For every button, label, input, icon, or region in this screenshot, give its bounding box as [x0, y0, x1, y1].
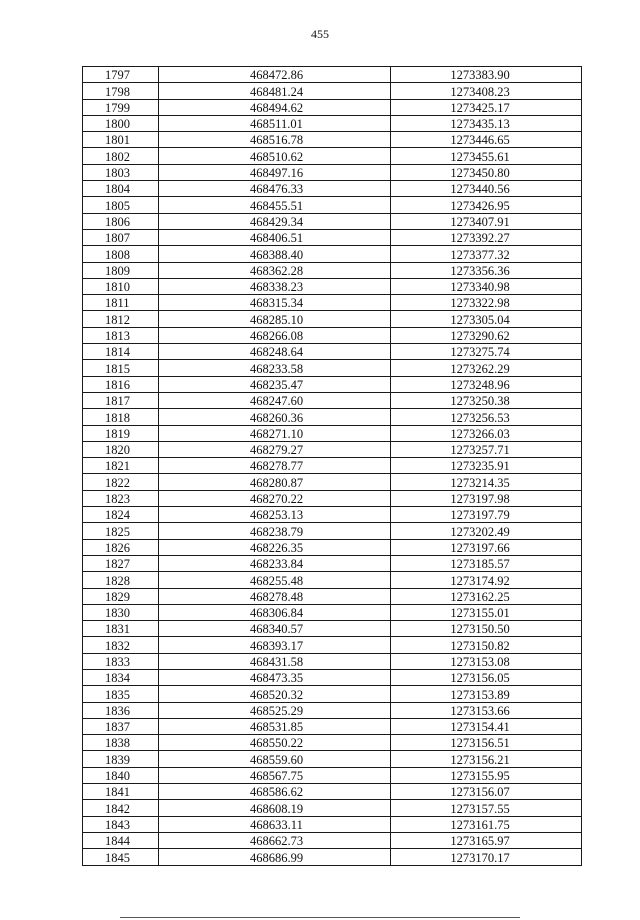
- y-coordinate-cell: 1273153.89: [391, 686, 582, 702]
- table-row: [83, 327, 582, 343]
- x-coordinate-cell: 468472.86: [159, 67, 391, 83]
- point-number-cell: 1841: [83, 784, 159, 800]
- x-coordinate-cell: 468306.84: [159, 604, 391, 620]
- y-coordinate-cell: 1273356.36: [391, 262, 582, 278]
- x-coordinate-cell: 468255.48: [159, 572, 391, 588]
- x-coordinate-cell: 468315.34: [159, 295, 391, 311]
- x-coordinate-cell: 468455.51: [159, 197, 391, 213]
- y-coordinate-cell: 1273165.97: [391, 832, 582, 848]
- point-number-cell: 1804: [83, 181, 159, 197]
- y-coordinate-cell: 1273450.80: [391, 164, 582, 180]
- point-number-cell: 1809: [83, 262, 159, 278]
- y-coordinate-cell: 1273154.41: [391, 718, 582, 734]
- y-coordinate-cell: 1273170.17: [391, 849, 582, 865]
- x-coordinate-cell: 468473.35: [159, 669, 391, 685]
- point-number-cell: 1801: [83, 132, 159, 148]
- point-number-cell: 1824: [83, 507, 159, 523]
- x-coordinate-cell: 468662.73: [159, 832, 391, 848]
- page-bottom-rule: [120, 917, 520, 918]
- table-row: [83, 784, 582, 800]
- y-coordinate-cell: 1273455.61: [391, 148, 582, 164]
- table-row: [83, 458, 582, 474]
- x-coordinate-cell: 468338.23: [159, 278, 391, 294]
- point-number-cell: 1828: [83, 572, 159, 588]
- table-row: [83, 278, 582, 294]
- table-row: [83, 181, 582, 197]
- y-coordinate-cell: 1273156.51: [391, 735, 582, 751]
- point-number-cell: 1807: [83, 229, 159, 245]
- y-coordinate-cell: 1273425.17: [391, 99, 582, 115]
- x-coordinate-cell: 468253.13: [159, 507, 391, 523]
- y-coordinate-cell: 1273202.49: [391, 523, 582, 539]
- point-number-cell: 1815: [83, 360, 159, 376]
- table-row: [83, 767, 582, 783]
- point-number-cell: 1837: [83, 718, 159, 734]
- x-coordinate-cell: 468340.57: [159, 621, 391, 637]
- y-coordinate-cell: 1273156.07: [391, 784, 582, 800]
- y-coordinate-cell: 1273248.96: [391, 376, 582, 392]
- y-coordinate-cell: 1273150.82: [391, 637, 582, 653]
- x-coordinate-cell: 468233.84: [159, 555, 391, 571]
- x-coordinate-cell: 468266.08: [159, 327, 391, 343]
- point-number-cell: 1844: [83, 832, 159, 848]
- point-number-cell: 1803: [83, 164, 159, 180]
- x-coordinate-cell: 468270.22: [159, 490, 391, 506]
- point-number-cell: 1802: [83, 148, 159, 164]
- point-number-cell: 1840: [83, 767, 159, 783]
- table-row: [83, 555, 582, 571]
- y-coordinate-cell: 1273322.98: [391, 295, 582, 311]
- x-coordinate-cell: 468516.78: [159, 132, 391, 148]
- x-coordinate-cell: 468362.28: [159, 262, 391, 278]
- point-number-cell: 1813: [83, 327, 159, 343]
- point-number-cell: 1799: [83, 99, 159, 115]
- table-row: [83, 669, 582, 685]
- point-number-cell: 1821: [83, 458, 159, 474]
- y-coordinate-cell: 1273262.29: [391, 360, 582, 376]
- x-coordinate-cell: 468406.51: [159, 229, 391, 245]
- x-coordinate-cell: 468633.11: [159, 816, 391, 832]
- table-row: [83, 409, 582, 425]
- y-coordinate-cell: 1273214.35: [391, 474, 582, 490]
- table-row: [83, 425, 582, 441]
- point-number-cell: 1825: [83, 523, 159, 539]
- y-coordinate-cell: 1273256.53: [391, 409, 582, 425]
- y-coordinate-cell: 1273435.13: [391, 115, 582, 131]
- table-row: [83, 99, 582, 115]
- table-row: [83, 849, 582, 865]
- y-coordinate-cell: 1273197.66: [391, 539, 582, 555]
- point-number-cell: 1797: [83, 67, 159, 83]
- x-coordinate-cell: 468238.79: [159, 523, 391, 539]
- table-row: [83, 588, 582, 604]
- table-row: [83, 360, 582, 376]
- table-row: [83, 67, 582, 83]
- table-row: [83, 246, 582, 262]
- point-number-cell: 1834: [83, 669, 159, 685]
- point-number-cell: 1817: [83, 392, 159, 408]
- y-coordinate-cell: 1273266.03: [391, 425, 582, 441]
- point-number-cell: 1829: [83, 588, 159, 604]
- x-coordinate-cell: 468279.27: [159, 441, 391, 457]
- y-coordinate-cell: 1273408.23: [391, 83, 582, 99]
- x-coordinate-cell: 468278.77: [159, 458, 391, 474]
- table-row: [83, 637, 582, 653]
- point-number-cell: 1833: [83, 653, 159, 669]
- y-coordinate-cell: 1273290.62: [391, 327, 582, 343]
- x-coordinate-cell: 468248.64: [159, 344, 391, 360]
- point-number-cell: 1798: [83, 83, 159, 99]
- y-coordinate-cell: 1273161.75: [391, 816, 582, 832]
- y-coordinate-cell: 1273440.56: [391, 181, 582, 197]
- x-coordinate-cell: 468285.10: [159, 311, 391, 327]
- y-coordinate-cell: 1273162.25: [391, 588, 582, 604]
- x-coordinate-cell: 468260.36: [159, 409, 391, 425]
- point-number-cell: 1819: [83, 425, 159, 441]
- table-row: [83, 441, 582, 457]
- x-coordinate-cell: 468271.10: [159, 425, 391, 441]
- point-number-cell: 1835: [83, 686, 159, 702]
- y-coordinate-cell: 1273150.50: [391, 621, 582, 637]
- y-coordinate-cell: 1273407.91: [391, 213, 582, 229]
- y-coordinate-cell: 1273185.57: [391, 555, 582, 571]
- y-coordinate-cell: 1273174.92: [391, 572, 582, 588]
- table-row: [83, 832, 582, 848]
- x-coordinate-cell: 468686.99: [159, 849, 391, 865]
- point-number-cell: 1823: [83, 490, 159, 506]
- coordinates-table-body: [83, 67, 582, 866]
- table-row: [83, 213, 582, 229]
- point-number-cell: 1831: [83, 621, 159, 637]
- point-number-cell: 1826: [83, 539, 159, 555]
- x-coordinate-cell: 468278.48: [159, 588, 391, 604]
- y-coordinate-cell: 1273426.95: [391, 197, 582, 213]
- table-row: [83, 229, 582, 245]
- y-coordinate-cell: 1273340.98: [391, 278, 582, 294]
- point-number-cell: 1820: [83, 441, 159, 457]
- x-coordinate-cell: 468280.87: [159, 474, 391, 490]
- point-number-cell: 1838: [83, 735, 159, 751]
- y-coordinate-cell: 1273250.38: [391, 392, 582, 408]
- table-row: [83, 490, 582, 506]
- x-coordinate-cell: 468431.58: [159, 653, 391, 669]
- y-coordinate-cell: 1273153.08: [391, 653, 582, 669]
- table-row: [83, 718, 582, 734]
- y-coordinate-cell: 1273157.55: [391, 800, 582, 816]
- table-row: [83, 816, 582, 832]
- point-number-cell: 1827: [83, 555, 159, 571]
- x-coordinate-cell: 468429.34: [159, 213, 391, 229]
- point-number-cell: 1836: [83, 702, 159, 718]
- point-number-cell: 1832: [83, 637, 159, 653]
- x-coordinate-cell: 468247.60: [159, 392, 391, 408]
- table-row: [83, 311, 582, 327]
- x-coordinate-cell: 468494.62: [159, 99, 391, 115]
- coordinates-table: [82, 66, 582, 866]
- y-coordinate-cell: 1273446.65: [391, 132, 582, 148]
- point-number-cell: 1811: [83, 295, 159, 311]
- y-coordinate-cell: 1273156.21: [391, 751, 582, 767]
- table-row: [83, 621, 582, 637]
- y-coordinate-cell: 1273383.90: [391, 67, 582, 83]
- x-coordinate-cell: 468550.22: [159, 735, 391, 751]
- y-coordinate-cell: 1273377.32: [391, 246, 582, 262]
- x-coordinate-cell: 468481.24: [159, 83, 391, 99]
- table-row: [83, 702, 582, 718]
- y-coordinate-cell: 1273275.74: [391, 344, 582, 360]
- table-row: [83, 197, 582, 213]
- point-number-cell: 1816: [83, 376, 159, 392]
- point-number-cell: 1814: [83, 344, 159, 360]
- x-coordinate-cell: 468608.19: [159, 800, 391, 816]
- y-coordinate-cell: 1273257.71: [391, 441, 582, 457]
- table-row: [83, 132, 582, 148]
- table-row: [83, 507, 582, 523]
- x-coordinate-cell: 468497.16: [159, 164, 391, 180]
- x-coordinate-cell: 468567.75: [159, 767, 391, 783]
- page-number: 455: [311, 27, 329, 41]
- x-coordinate-cell: 468476.33: [159, 181, 391, 197]
- table-row: [83, 295, 582, 311]
- y-coordinate-cell: 1273197.79: [391, 507, 582, 523]
- x-coordinate-cell: 468393.17: [159, 637, 391, 653]
- x-coordinate-cell: 468511.01: [159, 115, 391, 131]
- table-row: [83, 800, 582, 816]
- table-row: [83, 474, 582, 490]
- table-row: [83, 164, 582, 180]
- table-row: [83, 376, 582, 392]
- table-row: [83, 148, 582, 164]
- point-number-cell: 1810: [83, 278, 159, 294]
- table-row: [83, 572, 582, 588]
- table-row: [83, 735, 582, 751]
- x-coordinate-cell: 468226.35: [159, 539, 391, 555]
- x-coordinate-cell: 468388.40: [159, 246, 391, 262]
- point-number-cell: 1818: [83, 409, 159, 425]
- point-number-cell: 1800: [83, 115, 159, 131]
- y-coordinate-cell: 1273156.05: [391, 669, 582, 685]
- y-coordinate-cell: 1273155.95: [391, 767, 582, 783]
- y-coordinate-cell: 1273197.98: [391, 490, 582, 506]
- point-number-cell: 1822: [83, 474, 159, 490]
- table-row: [83, 653, 582, 669]
- point-number-cell: 1843: [83, 816, 159, 832]
- x-coordinate-cell: 468525.29: [159, 702, 391, 718]
- table-row: [83, 539, 582, 555]
- point-number-cell: 1806: [83, 213, 159, 229]
- y-coordinate-cell: 1273235.91: [391, 458, 582, 474]
- point-number-cell: 1808: [83, 246, 159, 262]
- point-number-cell: 1845: [83, 849, 159, 865]
- y-coordinate-cell: 1273305.04: [391, 311, 582, 327]
- x-coordinate-cell: 468559.60: [159, 751, 391, 767]
- table-row: [83, 751, 582, 767]
- x-coordinate-cell: 468520.32: [159, 686, 391, 702]
- x-coordinate-cell: 468233.58: [159, 360, 391, 376]
- point-number-cell: 1842: [83, 800, 159, 816]
- point-number-cell: 1812: [83, 311, 159, 327]
- point-number-cell: 1830: [83, 604, 159, 620]
- table-row: [83, 686, 582, 702]
- x-coordinate-cell: 468510.62: [159, 148, 391, 164]
- y-coordinate-cell: 1273155.01: [391, 604, 582, 620]
- table-row: [83, 115, 582, 131]
- point-number-cell: 1805: [83, 197, 159, 213]
- y-coordinate-cell: 1273392.27: [391, 229, 582, 245]
- point-number-cell: 1839: [83, 751, 159, 767]
- x-coordinate-cell: 468586.62: [159, 784, 391, 800]
- x-coordinate-cell: 468531.85: [159, 718, 391, 734]
- table-row: [83, 262, 582, 278]
- y-coordinate-cell: 1273153.66: [391, 702, 582, 718]
- x-coordinate-cell: 468235.47: [159, 376, 391, 392]
- table-row: [83, 604, 582, 620]
- table-row: [83, 83, 582, 99]
- table-row: [83, 392, 582, 408]
- table-row: [83, 344, 582, 360]
- table-row: [83, 523, 582, 539]
